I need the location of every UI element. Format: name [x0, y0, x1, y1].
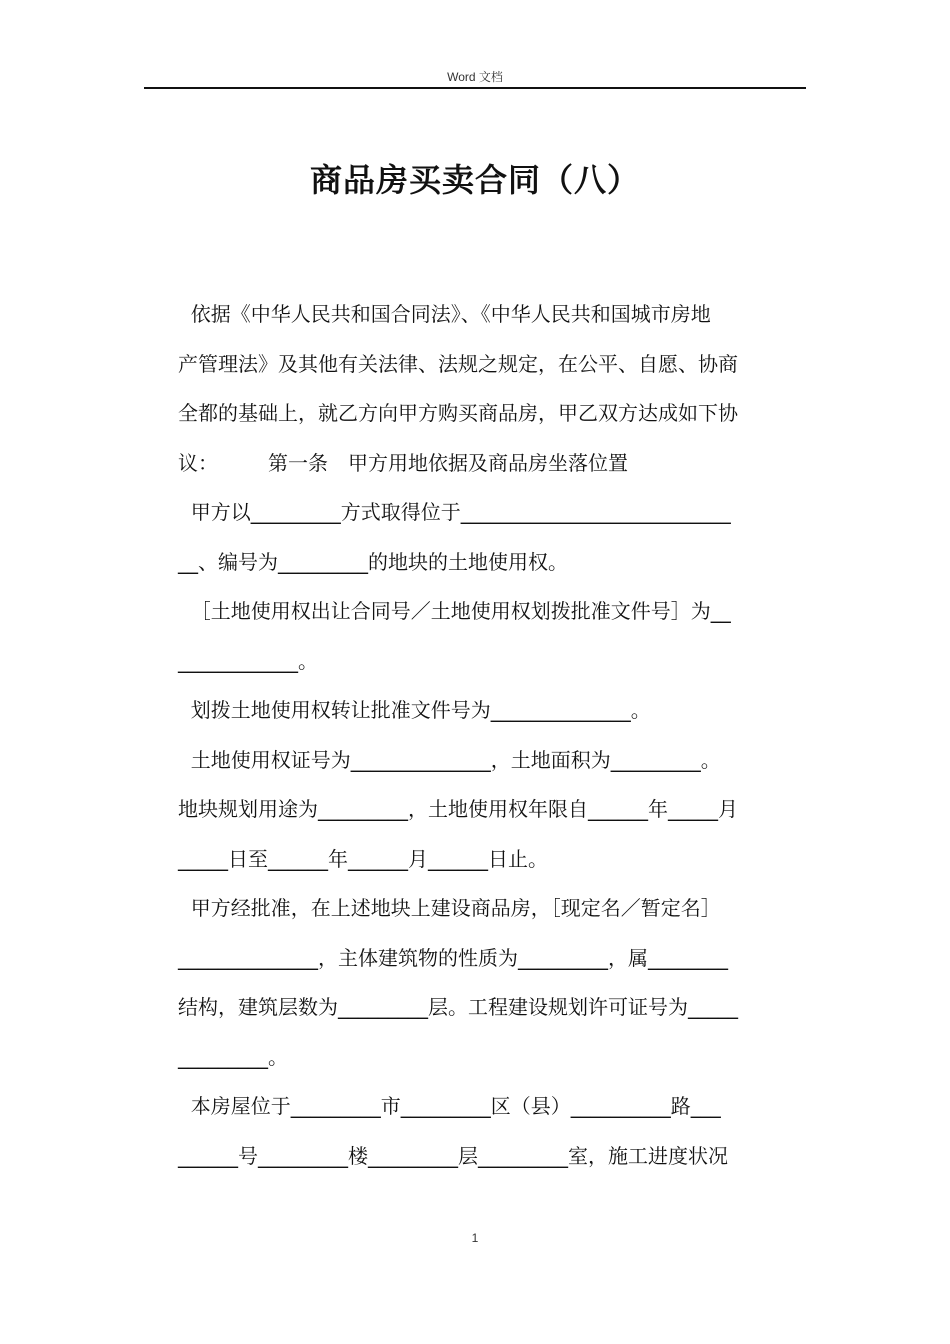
body-line-4: 议： 第一条 甲方用地依据及商品房坐落位置: [178, 450, 628, 475]
body-line-12: _____日至______年______月______日止。: [178, 846, 548, 871]
body-line-5: 甲方以_________方式取得位于___________________________: [178, 500, 731, 524]
body-line-15: 结构，建筑层数为_________层。工程建设规划许可证号为_____: [178, 995, 738, 1019]
body-line-14: ______________，主体建筑物的性质为_________，属________: [178, 945, 728, 970]
body-line-1: 依据《中华人民共和国合同法》、《中华人民共和国城市房地: [178, 302, 711, 326]
body-line-17: 本房屋位于_________市_________区（县）__________路___: [178, 1094, 721, 1118]
body-line-16: _________。: [178, 1044, 288, 1069]
body-line-10: 土地使用权证号为______________，土地面积为_________。: [178, 747, 721, 772]
body-line-3: 全都的基础上，就乙方向甲方购买商品房，甲乙双方达成如下协: [178, 401, 738, 425]
body-line-7: ［土地使用权出让合同号／土地使用权划拨批准文件号］为__: [178, 599, 731, 623]
body-line-6: __、编号为_________的地块的土地使用权。: [178, 549, 568, 574]
body-line-18: ______号_________楼_________层_________室，施工进度状况: [178, 1143, 728, 1168]
body-line-2: 产管理法》及其他有关法律、法规之规定，在公平、自愿、协商: [178, 351, 738, 376]
page-number: 1: [471, 1231, 479, 1245]
body-line-8: ____________。: [178, 648, 318, 673]
document-title: 商品房买卖合同（八）: [309, 161, 640, 199]
document-body: [178, 290, 808, 1181]
body-line-11: 地块规划用途为_________，土地使用权年限自______年_____月: [178, 797, 738, 821]
header-divider: [144, 87, 806, 89]
body-line-9: 划拨土地使用权转让批准文件号为______________。: [178, 698, 651, 722]
body-line-13: 甲方经批准，在上述地块上建设商品房，［现定名／暂定名］: [178, 896, 721, 920]
page-header-text: Word 文档: [447, 70, 503, 84]
